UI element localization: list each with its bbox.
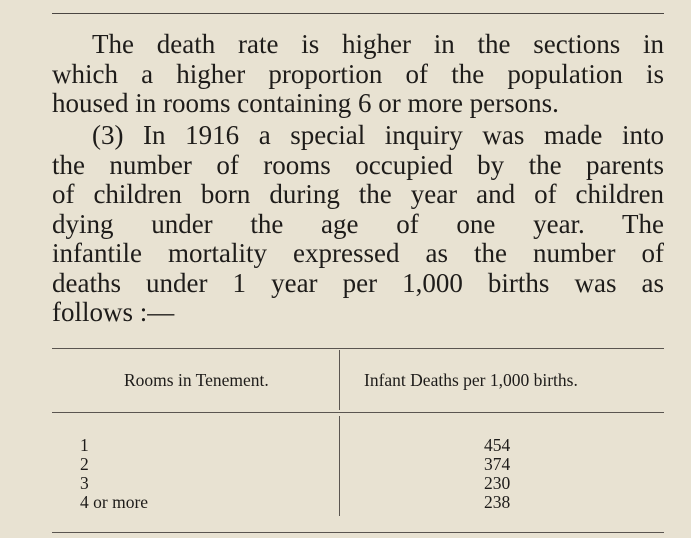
table-cell-rooms: 1: [80, 435, 89, 455]
paragraph-line: the number of rooms occupied by the parents: [52, 149, 664, 180]
body-column-divider: [339, 416, 340, 516]
table-bottom-rule: [52, 532, 664, 533]
header-column-divider: [339, 350, 340, 410]
deaths-column: [484, 436, 510, 512]
paragraph-line: of children born during the year and of children: [52, 179, 664, 209]
table-cell-deaths: 374: [484, 454, 511, 474]
paragraph-line: (3) In 1916 a special inquiry was made into: [92, 120, 664, 150]
paragraph-line: housed in rooms containing 6 or more persons.: [52, 88, 559, 118]
table-cell-rooms: 3: [80, 473, 89, 493]
table-cell-deaths: 230: [484, 473, 511, 493]
table-cell-rooms: 2: [80, 454, 89, 474]
column-header-rooms: Rooms in Tenement.: [124, 370, 269, 390]
paragraph-line: The death rate is higher in the sections in: [92, 29, 664, 59]
infant-mortality-table: [52, 348, 664, 533]
paragraph-inquiry: [52, 121, 664, 328]
paragraph-line: infantile mortality expressed as the number of: [52, 238, 664, 268]
paragraph-line: which a higher proportion of the population is: [52, 58, 664, 89]
paragraph-death-rate: [52, 30, 664, 119]
top-rule: [52, 13, 664, 14]
paragraph-line: follows :—: [52, 297, 175, 327]
rooms-column: [80, 436, 148, 512]
paragraph-line: dying under the age of one year. The: [52, 208, 664, 239]
column-header-deaths: Infant Deaths per 1,000 births.: [364, 370, 578, 390]
table-top-rule: [52, 348, 664, 349]
table-cell-rooms: 4 or more: [80, 492, 149, 512]
table-cell-deaths: 454: [484, 435, 511, 455]
table-cell-deaths: 238: [484, 492, 511, 512]
table-header-rule: [52, 412, 664, 413]
paragraph-line: deaths under 1 year per 1,000 births was as: [52, 267, 664, 298]
